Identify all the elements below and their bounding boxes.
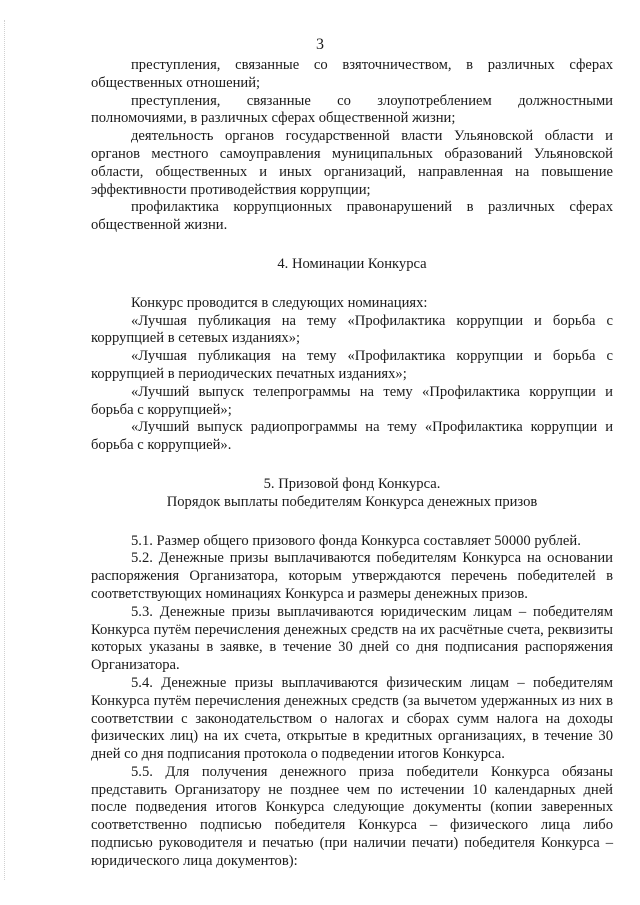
scan-margin-marks bbox=[4, 20, 11, 880]
nomination-item: «Лучший выпуск радиопрограммы на тему «Профилактика коррупции и борьба с коррупцией». bbox=[91, 419, 613, 454]
intro-item: деятельность органов государственной власти Ульяновской области и органов местного самоуправления муниципальных образований Ульяновской области, общественных и иных организаций, направленная на повышение эффективности противодействия коррупции; bbox=[91, 128, 613, 198]
intro-item: преступления, связанные со злоупотреблением должностными полномочиями, в различных сферах общественной жизни; bbox=[91, 92, 613, 127]
section-5-heading-line-2: Порядок выплаты победителям Конкурса денежных призов bbox=[166, 493, 538, 510]
section-5-heading-line-1: 5. Призовой фонд Конкурса. bbox=[263, 475, 441, 492]
section-5-paragraph: 5.4. Денежные призы выплачиваются физическим лицам – победителям Конкурса путём перечисления денежных средств (за вычетом удержанных из них в соответствии с законодательством о налогах и сборах сумм налога на доходы физических лиц) на их счета, открытые в кредитных организациях, в течение 30 дней со дня подписания протокола о подведении итогов Конкурса. bbox=[91, 674, 613, 763]
document-body bbox=[91, 57, 613, 871]
section-4-heading: 4. Номинации Конкурса bbox=[277, 255, 427, 272]
nomination-item: «Лучший выпуск телепрограммы на тему «Профилактика коррупции и борьба с коррупцией»; bbox=[91, 383, 613, 418]
section-4-lead: Конкурс проводится в следующих номинациях: bbox=[131, 294, 428, 311]
nomination-item: «Лучшая публикация на тему «Профилактика коррупции и борьба с коррупцией в периодических печатных изданиях»; bbox=[91, 348, 613, 382]
nomination-item: «Лучшая публикация на тему «Профилактика коррупции и борьба с коррупцией в сетевых изданиях»; bbox=[91, 312, 613, 347]
section-5-heading bbox=[91, 476, 613, 512]
section-5-paragraph: 5.2. Денежные призы выплачиваются победителям Конкурса на основании распоряжения Организатора, которым утверждаются перечень победителей в соответствующих номинациях Конкурса и размеры денежных призов. bbox=[91, 550, 613, 602]
section-5-paragraph: 5.1. Размер общего призового фонда Конкурса составляет 50000 рублей. bbox=[131, 532, 581, 549]
section-5-paragraph: 5.5. Для получения денежного приза победители Конкурса обязаны представить Организатору не позднее чем по истечении 10 календарных дней после подведения итогов Конкурса следующие документы (копии заверенных соответственно подписью победителя Конкурса – физического лица либо подписью руководителя и печатью (при наличии печати) победителя Конкурса – юридического лица документов): bbox=[91, 763, 613, 869]
intro-item: профилактика коррупционных правонарушений в различных сферах общественной жизни. bbox=[91, 199, 613, 234]
section-5-paragraph: 5.3. Денежные призы выплачиваются юридическим лицам – победителям Конкурса путём перечисления денежных средств на их расчётные счета, реквизиты которых указаны в заявке, в течение 30 дней со дня подписания распоряжения Организатора. bbox=[91, 603, 613, 674]
intro-item: преступления, связанные со взяточничеством, в различных сферах общественных отношений; bbox=[91, 57, 613, 91]
page-number: 3 bbox=[316, 36, 324, 53]
